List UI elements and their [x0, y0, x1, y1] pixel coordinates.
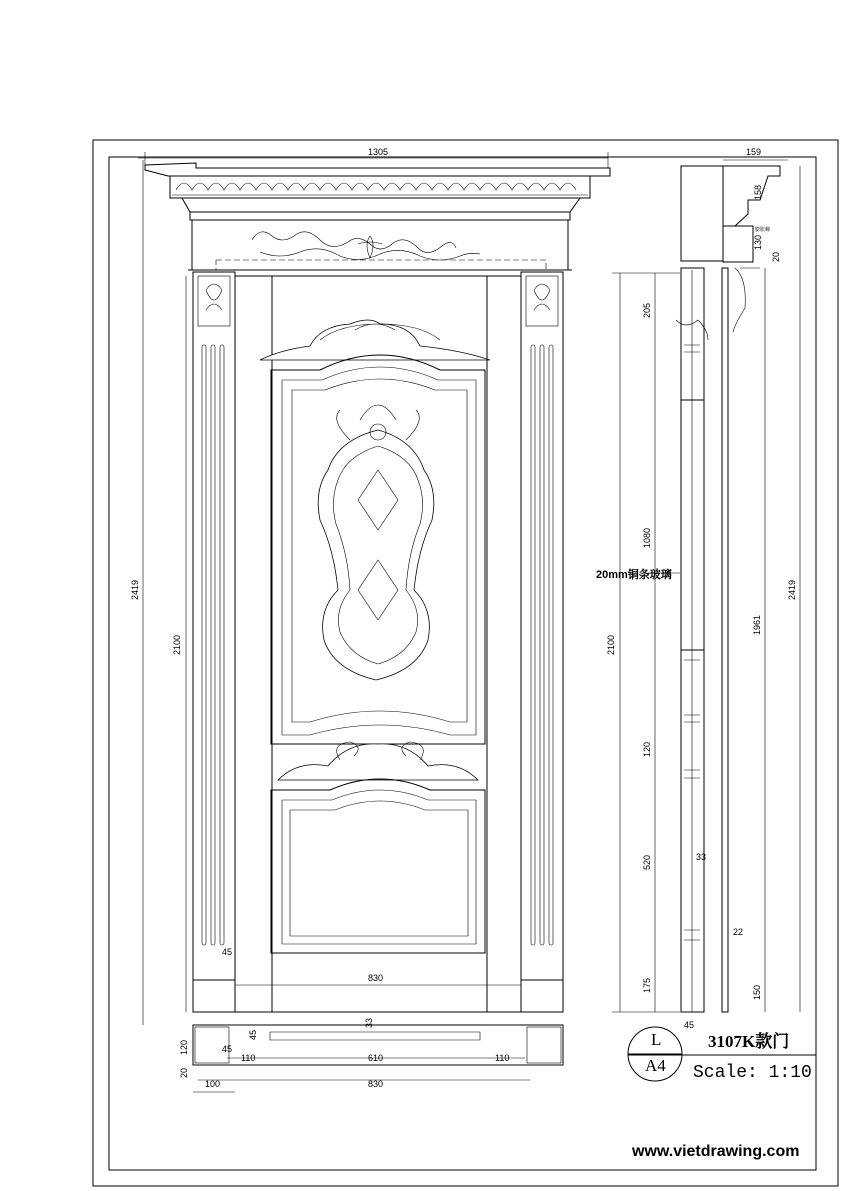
dim-frame-cornice: 158 [753, 184, 763, 200]
right-pilaster [521, 272, 563, 1012]
dim-frame-thick: 22 [733, 927, 744, 937]
glass-ornament [318, 405, 434, 680]
top-crest [260, 320, 490, 360]
dim-section-top-rail: 205 [642, 302, 652, 318]
dim-frame-top-depth: 159 [746, 147, 762, 157]
dim-inner-width-top: 830 [368, 973, 384, 983]
dim-bottom-left-gap: 110 [241, 1053, 256, 1063]
dim-section-lower-panel: 520 [642, 854, 652, 870]
dim-sill-left: 45 [248, 1029, 258, 1040]
dim-frame-frieze: 130 [753, 234, 763, 250]
dim-frame-height: 1961 [752, 614, 762, 635]
front-elevation [138, 152, 610, 1092]
dim-overall-height: 2419 [130, 579, 140, 600]
sheet-size: A4 [645, 1056, 666, 1075]
drawing-title: 3107K款门 [708, 1032, 790, 1051]
glass-note: 20mm铜条玻璃 [596, 569, 672, 581]
dim-section-base: 45 [684, 1020, 695, 1030]
dim-bottom-small: 20 [179, 1067, 189, 1078]
side-section [612, 160, 800, 1012]
dim-section-mid-rail: 120 [642, 741, 652, 757]
dim-section-glass: 1080 [642, 527, 652, 548]
dim-sill-depth: 33 [364, 1017, 374, 1028]
dim-pilaster-base: 45 [222, 947, 233, 957]
dim-sill-height: 120 [179, 1039, 189, 1055]
dim-section-bottom-rail: 175 [642, 977, 652, 993]
lower-panel [271, 779, 485, 953]
left-pilaster [193, 272, 235, 1012]
dim-bottom-right-gap: 110 [495, 1053, 510, 1063]
middle-crest [278, 744, 478, 780]
dim-sill-side: 45 [222, 1044, 233, 1054]
small-note: 膨胀螺 [755, 227, 771, 233]
dim-frame-overall: 2419 [787, 579, 797, 600]
dim-overall-width: 1305 [368, 147, 389, 157]
dim-inner-width-bottom: 830 [368, 1079, 384, 1089]
dim-frame-small: 20 [771, 251, 781, 262]
dim-frame-plinth: 150 [752, 984, 762, 1000]
frieze [192, 220, 568, 270]
drawing-scale: Scale: 1:10 [693, 1063, 812, 1083]
dim-door-height: 2100 [172, 634, 182, 655]
website-link[interactable]: www.vietdrawing.com [632, 1143, 800, 1160]
dim-bottom-middle: 610 [368, 1053, 384, 1063]
dim-bottom-pilaster: 100 [205, 1079, 221, 1089]
sheet-letter: L [651, 1030, 662, 1049]
dim-section-panel-thick: 33 [696, 852, 707, 862]
dim-section-door-height: 2100 [606, 634, 616, 655]
frieze-ornament [252, 232, 480, 260]
